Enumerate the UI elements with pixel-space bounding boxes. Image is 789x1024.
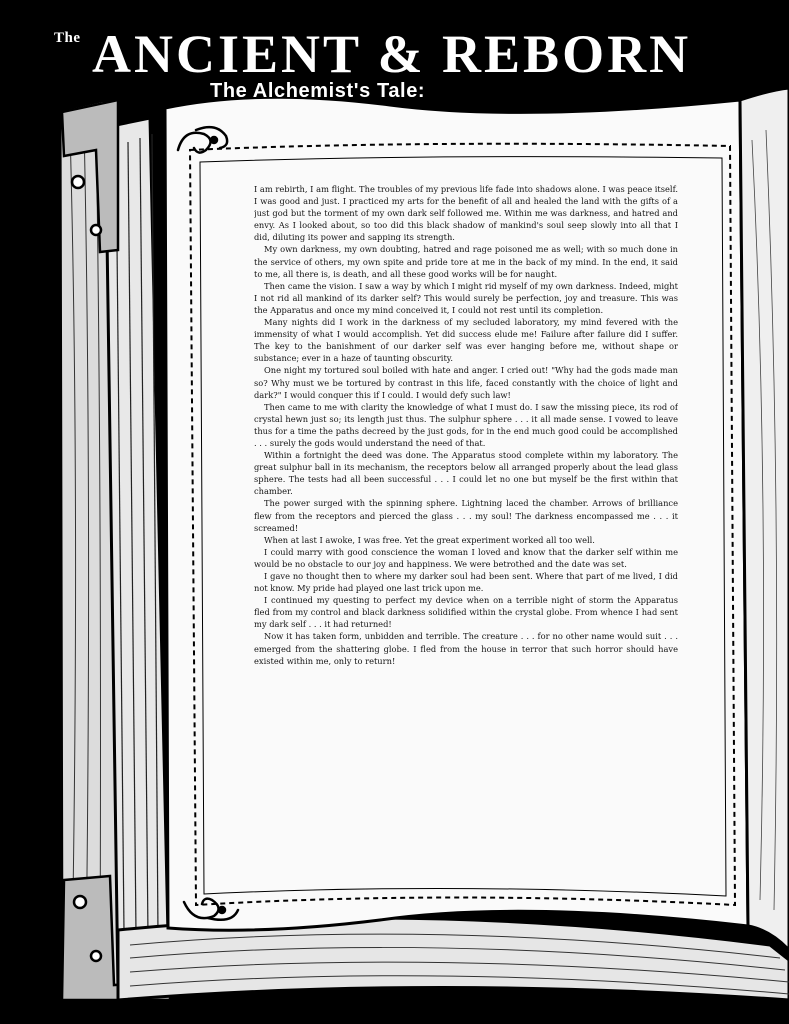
story-text [254, 183, 678, 883]
story-paragraph: Then came to me with clarity the knowledge of what I must do. I saw the missing piece, its rod of crystal hewn just so; its length just thus. The sulphur sphere . . . it all made sense. I vowed to leave thus for a time the paths decreed by the just gods, for in the end much good could be accomplished . . . surely the gods would understand the need of that. [254, 401, 678, 448]
story-paragraph: When at last I awoke, I was free. Yet the great experiment worked all too well. [264, 534, 595, 545]
story-paragraph: Within a fortnight the deed was done. The Apparatus stood complete within my laboratory. The great sulphur ball in its mechanism, the receptors below all arranged properly about the lead glass sphere. The tests had all been successful . . . I could let no one but myself be the first within that chamber. [254, 450, 678, 497]
rivet [91, 951, 101, 961]
title-prefix: The [54, 30, 81, 46]
rivet [91, 225, 101, 235]
story-paragraph: Many nights did I work in the darkness of my secluded laboratory, my mind fevered with the immensity of what I would accomplish. Yet did success elude me! Failure after failure did I suffer. The key to the banishment of our darker self was ever hanging before me, without shape or substance; ever in a haze of taunting obscurity. [254, 317, 678, 364]
story-paragraph: I could marry with good conscience the woman I loved and know that the darker self within me would be no obstacle to our joy and happiness. We were betrothed and the date was set. [254, 546, 678, 569]
book-page-right [740, 88, 789, 950]
story-paragraph: The power surged with the spinning sphere. Lightning laced the chamber. Arrows of brilliance flew from the receptors and pierced the glass . . . my soul! The darkness encompassed me . . . it screamed! [254, 498, 678, 533]
rivet [72, 176, 84, 188]
story-paragraph: My own darkness, my own doubting, hatred and rage poisoned me as well; with so much done in the service of others, my own spite and pride tore at me in the back of my mind. In the end, it said to me, all there is, is death, and all these good works will be for naught. [254, 244, 678, 279]
story-paragraph: One night my tortured soul boiled with hate and anger. I cried out! "Why had the gods made man so? Why must we be tortured by contrast in this life, faced constantly with the choice of light and dark?" I would conquer this if I could. I would defy such law! [254, 365, 678, 400]
story-paragraph: I continued my questing to perfect my device when on a terrible night of storm the Apparatus fled from my control and black darkness solidified within the crystal globe. From whence I had sent my dark self . . . it had returned! [254, 595, 678, 630]
page-subtitle: The Alchemist's Tale: [210, 80, 426, 102]
story-paragraph: I am rebirth, I am flight. The troubles of my previous life fade into shadows alone. I was peace itself. I was good and just. I practiced my arts for the benefit of all and healed the land with the gifts of a just god but the torment of my own dark self followed me. Within me was darkness, and hatred and envy. As I looked about, so too did this black shadow of mankind's soul seep slowly into all that I did, diluting its power and sapping its strength. [254, 184, 678, 243]
story-paragraph: Then came the vision. I saw a way by which I might rid myself of my own darkness. Indeed, might I not rid all mankind of its darker self? This would surely be perfection, joy and treasure. This was the Apparatus and once my mind conceived it, I could not rest until its completion. [254, 280, 678, 315]
story-paragraph: I gave no thought then to where my darker soul had been sent. Where that part of me lived, I did not know. My pride had played one last trick upon me. [254, 571, 678, 594]
title-block [0, 0, 789, 110]
story-paragraph: Now it has taken form, unbidden and terrible. The creature . . . for no other name would suit . . . emerged from the shattering globe. I fled from the house in terror that such horror should have existed within me, only to return! [254, 631, 678, 666]
rivet [74, 896, 86, 908]
page-title: ANCIENT & REBORN [92, 24, 692, 84]
